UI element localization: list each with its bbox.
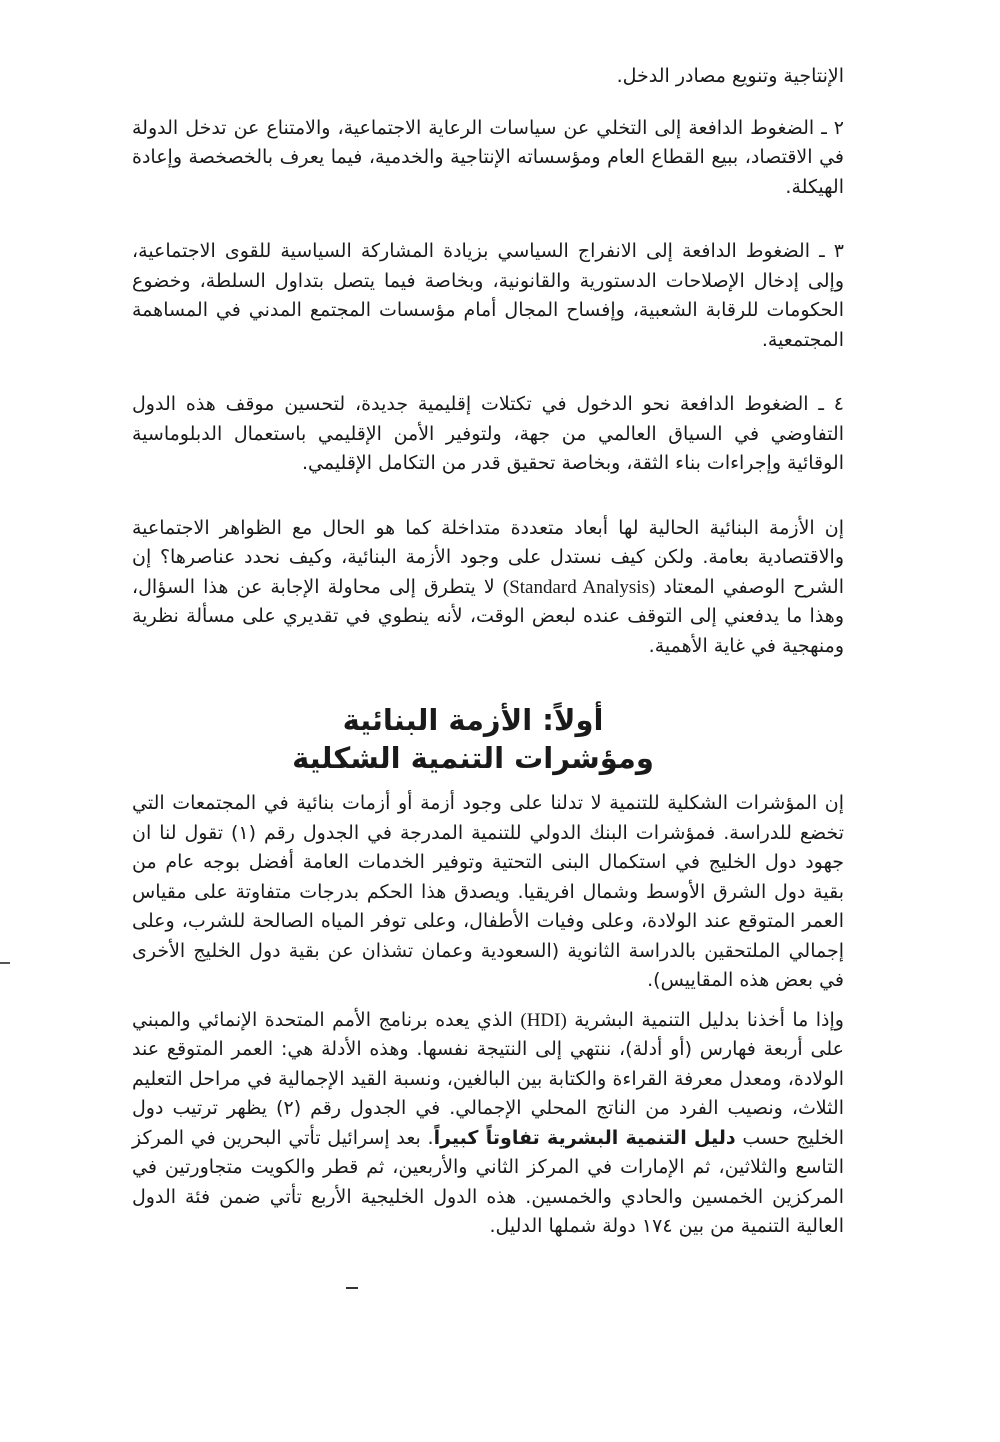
term-hdi: (HDI): [520, 1009, 567, 1031]
paragraph-item-4: ٤ ـ الضغوط الدافعة نحو الدخول في تكتلات إقليمية جديدة، لتحسين موقف هذه الدول التفاوضي في السياق العالمي من جهة، ولتوفير الأمن الإقليمي باستعمال الدبلوماسية الوقائية وإجراءات بناء الثقة، وبخاصة تحقيق قدر من التكامل الإقليمي.: [132, 393, 844, 474]
section-heading-line-2: ومؤشرات التنمية الشكلية: [292, 741, 654, 775]
paragraph-text: . بعد إسرائيل تأتي البحرين في المركز التاسع والثلاثين، ثم الإمارات في المركز الثاني والأربعين، ثم قطر والكويت متجاورتين في المركزين الخمسين والحادي والخمسين. هذه الدول الخليجية الأربع تأتي ضمن فئة الدول العالية التنمية من بين ١٧٤ دولة شملها الدليل.: [132, 1126, 844, 1237]
paragraph-item-2: ٢ ـ الضغوط الدافعة إلى التخلي عن سياسات الرعاية الاجتماعية، والامتناع عن تدخل الدولة في الاقتصاد، ببيع القطاع العام ومؤسساته الإنتاجية والخدمية، فيما يعرف بالخصخصة وإعادة الهيكلة.: [132, 116, 844, 198]
paragraph-structural-crisis: [132, 514, 844, 662]
term-standard-analysis: (Standard Analysis): [502, 576, 656, 598]
paragraph-text: لا يتطرق إلى محاولة الإجابة عن هذا السؤال، وهذا ما يدفعني إلى التوقف عنده لبعض الوقت، لأنه ينطوي في تقديري على مسألة نظرية ومنهجية في غاية الأهمية.: [132, 575, 844, 657]
paragraph-item-3: ٣ ـ الضغوط الدافعة إلى الانفراج السياسي بزيادة المشاركة السياسية للقوى الاجتماعية، وإلى إدخال الإصلاحات الدستورية والقانونية، وبخاصة فيما يتصل بتداول السلطة، وخضوع الحكومات للرقابة الشعبية، وإفساح المجال أمام مؤسسات المجتمع المدني في المساهمة المجتمعية.: [132, 240, 844, 351]
section-heading: [132, 701, 844, 777]
paragraph-text: الذي يعده برنامج الأمم المتحدة الإنمائي والمبني على أربعة فهارس (أو أدلة)، ننتهي إلى النتيجة نفسها. وهذه الأدلة هي: العمر المتوقع عند الولادة، ومعدل معرفة القراءة والكتابة بين البالغين، ونسبة القيد الإجمالية في مراحل التعليم الثلاث، ونصيب الفرد من الناتج المحلي الإجمالي. في الجدول رقم (٢) يظهر ترتيب دول الخليج حسب: [132, 1008, 844, 1149]
paragraph-text: وإذا ما أخذنا بدليل التنمية البشرية: [574, 1008, 844, 1031]
paragraph-intro-fragment: الإنتاجية وتنويع مصادر الدخل.: [616, 65, 844, 87]
paragraph-formal-indicators: إن المؤشرات الشكلية للتنمية لا تدلنا على وجود أزمة أو أزمات بنائية في المجتمعات التي تخضع للدراسة. فمؤشرات البنك الدولي للتنمية المدرجة في الجدول رقم (١) تقول لنا ان جهود دول الخليج في استكمال البنى التحتية وتوفير الخدمات العامة أفضل بوجه عام من بقية دول الشرق الأوسط وشمال افريقيا. ويصدق هذا الحكم بدرجات متفاوتة على مقياس العمر المتوقع عند الولادة، وعلى وفيات الأطفال، وعلى توفر المياه الصالحة للشرب، وعلى إجمالي الملتحقين بالدراسة الثانوية (السعودية وعمان تشذان عن بقية دول الخليج الأخرى في بعض هذه المقاييس).: [132, 792, 844, 991]
document-page: [132, 62, 844, 1277]
paragraph-text: إن الأزمة البنائية الحالية لها أبعاد متعددة متداخلة كما هو الحال مع الظواهر الاجتماعية والاقتصادية بعامة. ولكن كيف نستدل على وجود الأزمة البنائية، وكيف نحدد عناصرها؟ إن الشرح الوصفي المعتاد: [132, 516, 845, 598]
margin-scan-mark: [0, 962, 10, 964]
emphasis-text: دليل التنمية البشرية تفاوتاً كبيراً: [433, 1126, 736, 1149]
section-heading-line-1: أولاً: الأزمة البنائية: [342, 703, 604, 737]
stray-dash-mark: [346, 1287, 358, 1289]
paragraph-hdi: [132, 1006, 844, 1242]
